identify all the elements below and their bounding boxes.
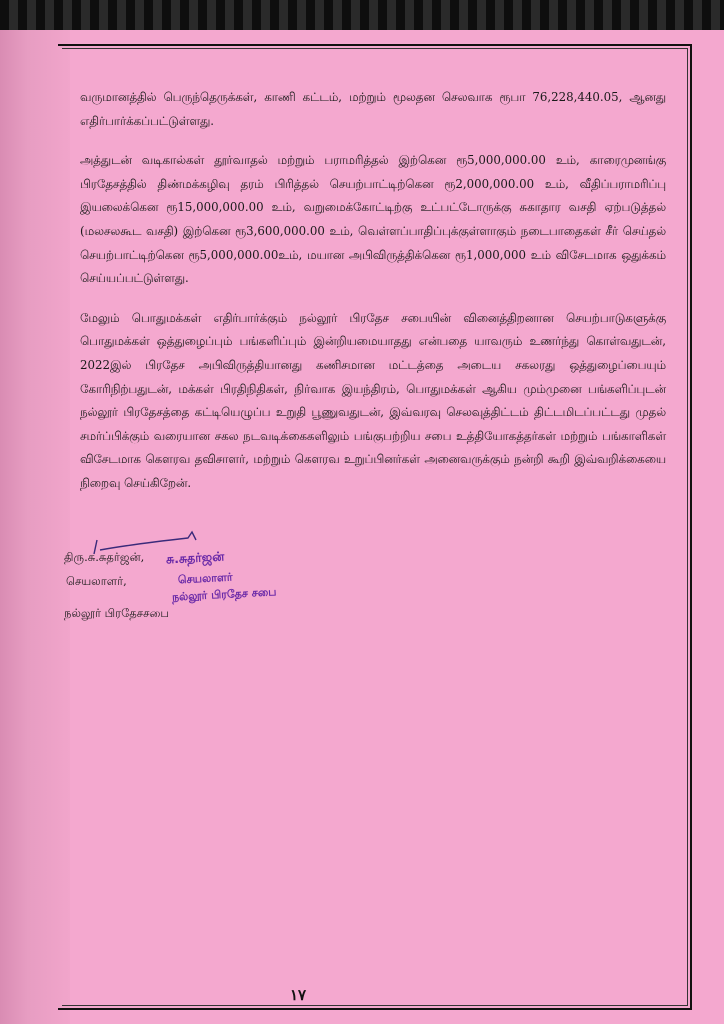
- signatory-title: செயலாளர்,: [66, 574, 127, 588]
- stamp-name: சு.சுதர்ஜன்: [165, 548, 225, 567]
- scan-border: [0, 0, 724, 30]
- stamp-title: செயலாளர்: [177, 570, 233, 587]
- page-number: ١٧: [290, 986, 307, 1004]
- paragraph-acknowledgement: மேலும் பொதுமக்கள் எதிர்பார்க்கும் நல்லூர் பிரதேச சபையின் வினைத்திறனான செயற்பாடுகளுக்கு பொதுமக்கள் ஒத்துழைப்பும் பங்களிப்பும் இன்றியமையாதது என்பதை யாவரும் உணர்ந்து கொள்வதுடன், 2022இல் பிரதேச அபிவிருத்தியானது கணிசமான மட்டத்தை அடைய சகலரது ஒத்துழைப்பையும் கோரிநிற்பதுடன், மக்கள் பிரதிநிதிகள், நிர்வாக இயந்திரம், பொதுமக்கள் ஆகிய மும்முனை பங்களிப்புடன் நல்லூர் பிரதேசத்தை கட்டியெழுப்ப உறுதி பூணுவதுடன், இவ்வரவு செலவுத்திட்டம் திட்டமிடப்பட்டது முதல் சமர்ப்பிக்கும் வரையான சகல நடவடிக்கைகளிலும் பங்குபற்றிய சபை உத்தியோகத்தர்கள் மற்றும் பங்காளிகள் விசேடமாக கௌரவ தவிசாளர், மற்றும் கௌரவ உறுப்பினர்கள் அனைவருக்கும் நன்றி கூறி இவ்வறிக்கையை நிறைவு செய்கிறேன்.: [80, 310, 666, 490]
- paragraph-capital-expenditure: வருமானத்தில் பெருந்தெருக்கள், காணி கட்டம், மற்றும் மூலதன செலவாக ரூபா 76,228,440.05, ஆனது எதிர்பார்க்கப்பட்டுள்ளது.: [80, 90, 666, 128]
- signatory-office: நல்லூர் பிரதேசசபை: [64, 606, 169, 620]
- stamp-office: நல்லூர் பிரதேச சபை: [171, 585, 277, 604]
- paragraph-allocations: அத்துடன் வடிகால்கள் தூர்வாதல் மற்றும் பராமரித்தல் இற்கென ரூ5,000,000.00 உம், காரைமுனங்கு பிரதேசத்தில் திண்மக்கழிவு தரம் பிரித்தல் செயற்பாட்டிற்கென ரூ2,000,000.00 உம், வீதிப்பராமரிப்பு இயலைக்கென ரூ15,000,000.00 உம், வறுமைக்கோட்டிற்கு உட்பட்டோருக்கு சுகாதார வசதி ஏற்படுத்தல் (மலசலகூட வசதி) இற்கென ரூ3,600,000.00 உம், வெள்ளப்பாதிப்புக்குள்ளாகும் நடைபாதைகள் சீர் செய்தல் செயற்பாட்டிற்கென ரூ5,000,000.00உம், மயான அபிவிருத்திக்கென ரூ1,000,000 உம் விசேடமாக ஒதுக்கம் செய்யப்பட்டுள்ளது.: [80, 153, 666, 286]
- signatory-name: திரு.சு.சுதர்ஜன்,: [64, 550, 145, 564]
- body-text: [80, 86, 666, 512]
